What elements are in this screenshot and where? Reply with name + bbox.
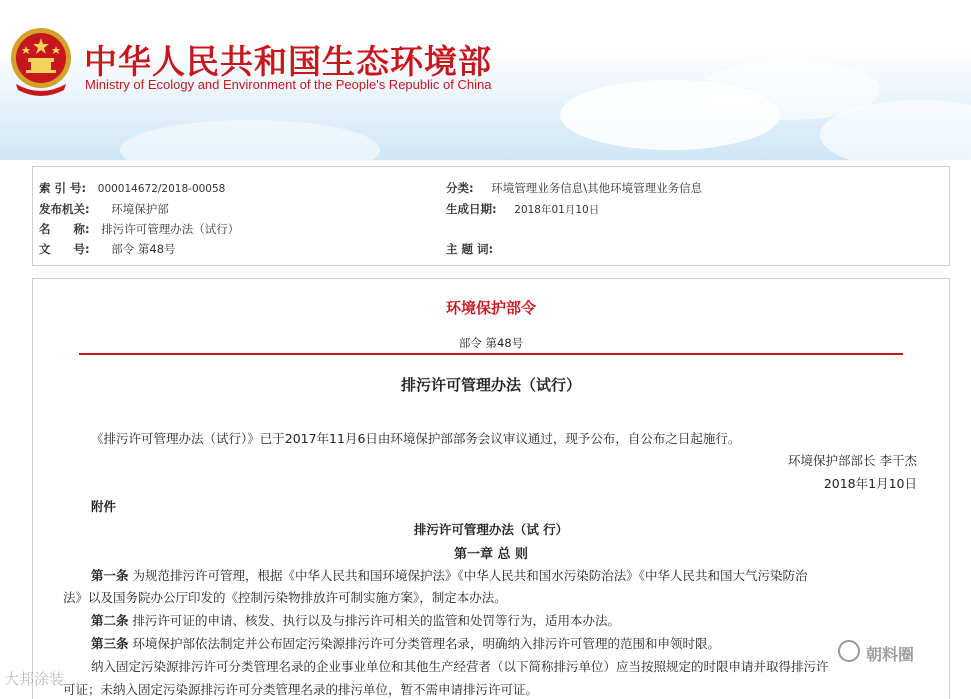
index-number-label: 索 引 号: — [39, 181, 87, 195]
doc-number-row — [39, 241, 176, 257]
article-2-text: 排污许可证的申请、核发、执行以及与排污许可相关的监管和处罚等行为，适用本办法。 — [128, 613, 620, 628]
category-row — [446, 180, 702, 196]
attachment-title: 排污许可管理办法（试 行） — [413, 522, 569, 537]
watermark-right: 朝料圈 — [866, 645, 915, 664]
doc-number-label: 文 号: — [39, 242, 90, 256]
cloud-decoration — [120, 120, 380, 160]
date-value: 2018年01月10日 — [514, 204, 600, 216]
site-title-en[interactable]: Ministry of Ecology and Environment of the People's Republic of China — [85, 77, 492, 92]
date-row — [446, 201, 599, 217]
paragraph-5: 可证；未纳入固定污染源排污许可分类管理名录的排污单位，暂不需申请排污许可证。 — [63, 682, 539, 697]
index-number-row — [39, 180, 225, 196]
red-divider — [79, 353, 903, 355]
attachment-label: 附件 — [91, 499, 117, 514]
document-type-heading: 环境保护部令 — [445, 299, 536, 317]
paragraph-4: 纳入固定污染源排污许可分类管理名录的企业事业单位和其他生产经营者（以下简称排污单位）应当按照规定的时限申请并取得排污许 — [91, 659, 829, 674]
date-label: 生成日期: — [446, 202, 497, 216]
site-header — [0, 0, 971, 160]
keywords-row — [446, 241, 505, 257]
document-title: 排污许可管理办法（试行） — [400, 376, 581, 394]
article-3-label: 第三条 — [91, 636, 129, 651]
article-1 — [91, 566, 808, 584]
name-value: 排污许可管理办法（试行） — [101, 222, 240, 236]
article-1-text: 为规范排污许可管理，根据《中华人民共和国环境保护法》《中华人民共和国水污染防治法》《中华人民共和国大气污染防治 — [128, 568, 808, 583]
intro-paragraph: 《排污许可管理办法（试行）》已于2017年11月6日由环境保护部部务会议审议通过，现予公布，自公布之日起施行。 — [91, 431, 741, 446]
national-emblem-icon[interactable] — [8, 24, 74, 96]
sign-date: 2018年1月10日 — [823, 476, 917, 491]
document-metadata-panel — [32, 166, 950, 266]
category-value: 环境管理业务信息\其他环境管理业务信息 — [491, 181, 703, 195]
article-2 — [91, 611, 620, 629]
name-row — [39, 221, 239, 237]
document-body — [32, 278, 950, 699]
document-number: 部令 第48号 — [458, 336, 524, 350]
doc-number-value: 部令 第48号 — [111, 242, 176, 256]
article-1-continued: 法》以及国务院办公厅印发的《控制污染物排放许可制实施方案》，制定本办法。 — [63, 590, 507, 605]
article-2-label: 第二条 — [91, 613, 129, 628]
article-3-text: 环境保护部依法制定并公布固定污染源排污许可分类管理名录，明确纳入排污许可管理的范围和申领时限。 — [128, 636, 720, 651]
article-3 — [91, 634, 720, 652]
article-1-label: 第一条 — [91, 568, 129, 583]
keywords-label: 主 题 词: — [446, 242, 494, 256]
chapter-heading: 第一章 总 则 — [453, 547, 529, 562]
site-title-cn[interactable]: 中华人民共和国生态环境部 — [84, 42, 492, 81]
signatory: 环境保护部部长 李干杰 — [788, 453, 917, 468]
watermark-left: 大邦涂装 — [4, 670, 65, 688]
issuer-label: 发布机关: — [39, 202, 90, 216]
issuer-row — [39, 201, 169, 217]
category-label: 分类: — [446, 181, 474, 195]
name-label: 名 称: — [39, 222, 90, 236]
wechat-icon — [838, 640, 860, 662]
issuer-value: 环境保护部 — [111, 202, 169, 216]
index-number-value: 000014672/2018-00058 — [97, 183, 226, 195]
